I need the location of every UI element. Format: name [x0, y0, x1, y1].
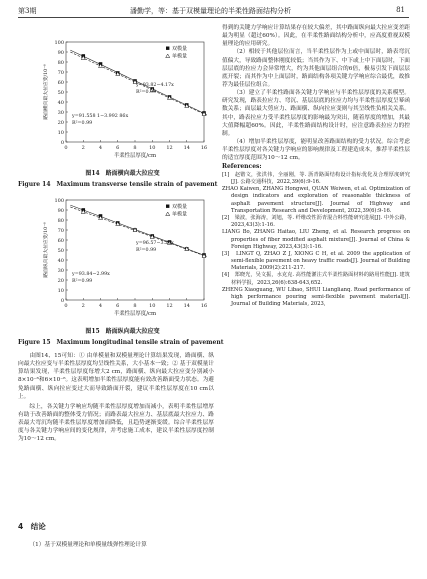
annotation-r2: R²=0.99 [136, 248, 157, 253]
x-tick-label: 0 [64, 303, 68, 309]
annotation-equation: y=91.558 1−3.992 86x [72, 114, 129, 119]
x-tick-label: 8 [133, 303, 137, 309]
y-tick-label: 90 [57, 49, 64, 56]
y-tick-label: 60 [57, 237, 64, 244]
section-heading-conclusion: 4 结论 [18, 522, 46, 531]
y-tick-label: 70 [57, 227, 64, 234]
annotation-equation: y=93.82−4.17x [136, 83, 174, 88]
reference-item: [4] 郑晓光，吴文振，水克克. 高性能灌注式半柔性路面材料的路用性能[J]. 建筑材料学报，2023,26(6):638-643,652. [222, 272, 410, 286]
y-tick-label: 50 [57, 247, 64, 254]
y-axis-label: 路面纵向最大拉应变/10⁻⁶ [44, 222, 49, 278]
x-tick-label: 12 [166, 145, 173, 151]
x-tick-label: 6 [116, 303, 120, 309]
x-tick-label: 2 [81, 303, 85, 309]
y-tick-label: 20 [57, 119, 64, 126]
y-tick-label: 20 [57, 277, 64, 284]
header-rule [18, 17, 409, 18]
x-tick-label: 4 [98, 303, 103, 309]
paragraph: （3）建立了半柔性路面各关键力学响应与半柔性层厚度的关系模型。研究发现，路表拉应力、弯沉、基层层底的拉应力均与半柔性层厚度呈幂函数关系；面层最大剪应力、路面横、纵向拉应变则与其呈线性负相关关系。其中，路表拉应力受半柔性层厚度的影响最为突出，随着厚度的增加，其最大值降幅超60%。因此，半柔性路面结构设计时，应注意路表拉应力的控制。 [222, 90, 410, 137]
figure-15-chart [40, 196, 210, 320]
left-body-text [18, 352, 214, 444]
paragraph: 由图14、15可知：① 由单模量和双模量理论计算结果发现，路面横、纵向最大拉应变与半柔性层厚度均呈线性关系，大小基本一致；② 基于双模量计算结果发现，半柔性层厚度每增大2 cm，路面横、纵向最大拉应变分别减小8×10⁻⁶和6×10⁻⁶。这表明增加半柔性层厚度能有效改善路面受力状态。为避免路面横、纵向拉应变过大而导致路面开裂，建议半柔性层厚度在10 cm以上。 [18, 353, 214, 400]
y-tick-label: 40 [57, 99, 64, 106]
x-tick-label: 10 [149, 145, 156, 151]
y-tick-label: 50 [57, 89, 64, 96]
annotation-equation: y=96.57−3.24x [136, 241, 174, 246]
x-tick-label: 14 [183, 145, 190, 151]
x-tick-label: 6 [116, 145, 120, 151]
legend-label: 单模量 [172, 53, 188, 60]
x-tick-label: 16 [200, 303, 208, 309]
figure-14-chart [40, 38, 210, 162]
y-tick-label: 10 [57, 287, 64, 294]
legend-label: 双模量 [172, 46, 188, 52]
header-title: 潘勤学，等：基于双模量理论的半柔性路面结构分析 [130, 7, 291, 15]
y-tick-label: 100 [54, 39, 64, 46]
y-tick-label: 10 [57, 129, 64, 136]
x-tick-label: 4 [98, 145, 103, 151]
header-page-number: 81 [396, 6, 405, 14]
y-tick-label: 80 [57, 217, 64, 224]
y-tick-label: 40 [57, 257, 64, 264]
reference-item: LIANG Bo, ZHANG Haitao, LIU Zheng, et al. Research progress on properties of fiber modified asphalt mixture[J]. Journal of China & Foreign Highway, 2023,43(3):1-16. [222, 229, 410, 250]
x-tick-label: 12 [166, 303, 173, 309]
legend-marker [166, 205, 169, 208]
annotation-r2: R²=0.99 [136, 90, 157, 95]
x-tick-label: 14 [183, 303, 190, 309]
y-tick-label: 30 [57, 267, 64, 274]
paragraph: （4）增加半柔性层厚度，能明显改善路面结构的受力状况。综合考虑半柔性层厚度对各关键力学响应的影响规律及工程建造成本，推荐半柔性层的适宜厚度范围为10～12 cm。 [222, 138, 410, 162]
figure-14-caption-zh: 图14 路面横向最大拉应变 [85, 170, 160, 177]
references-heading: References: [222, 163, 262, 171]
x-tick-label: 10 [149, 303, 156, 309]
header-issue: 第3期 [18, 7, 37, 15]
x-axis-label: 半柔性层厚度/cm [113, 311, 157, 317]
right-column [222, 24, 410, 308]
annotation-r2: R²=0.99 [72, 279, 93, 284]
x-tick-label: 0 [64, 145, 68, 151]
y-tick-label: 0 [60, 139, 64, 146]
y-tick-label: 80 [57, 59, 64, 66]
paragraph: 得到的关键力学响应计算结果存在较大偏差，其中路面纵向最大拉应变差距最为明显（超过60%）。因此，在半柔性路面结构分析中，应高度重视双模量理论的应用研究。 [222, 25, 410, 48]
legend-label: 双模量 [172, 204, 188, 210]
legend-label: 单模量 [172, 211, 188, 218]
legend-marker [166, 47, 169, 50]
x-tick-label: 2 [81, 145, 85, 151]
y-tick-label: 70 [57, 69, 64, 76]
y-tick-label: 100 [54, 197, 64, 204]
reference-item: [2] 梁波，张海涛，刘旭，等. 纤维改性沥青混合料性能研究进展[J]. 中外公路，2023,43(3):1-16. [222, 215, 410, 229]
y-axis-label: 路面横向最大拉应变/10⁻⁶ [44, 64, 49, 120]
reference-item: ZHAO Kaiwen, ZHANG Hongwei, QUAN Weiwen, et al. Optimization of design indicators and exploration of reasonable thickness of asphalt pavement structure[J]. Journal of Highway and Transportation Research and Development, 2022,39(6):9-16. [222, 186, 410, 214]
y-tick-label: 90 [57, 207, 64, 214]
paragraph: 综上，各关键力学响应均随半柔性层厚度增加而减小，表明半柔性层增厚有助于改善路面的整体受力情况；而路表最大拉应力、基层底最大拉应力、路表最大弯沉均随半柔性层厚度增加而降低，且趋势逐渐变缓。综合半柔性层厚度与各关键力学响应间的变化规律，并考虑施工成本，建议半柔性层厚度控制为10～12 cm。 [18, 403, 214, 443]
x-tick-label: 8 [133, 145, 137, 151]
left-bottom-text [18, 541, 214, 549]
reference-item: ZHENG Xiaoguang, WU Libao, SHUI Lianglianq. Road performance of high performance pouring semi-flexible pavement material[J]. Journal of Building Materials, 2023, [222, 286, 410, 308]
annotation-equation: y=93.84−2.99x [72, 272, 110, 277]
figure-14-caption-en: Figure 14 Maximum transverse tensile strain of pavement [18, 181, 218, 188]
x-tick-label: 16 [200, 145, 208, 151]
figure-15-caption-en: Figure 15 Maximum longitudinal tensile strain of pavement [18, 339, 224, 346]
paragraph: （2）相较于其他层位而言，当半柔性层作为上或中面层时，路表弯沉值偏大，导致路面整体刚度较低；当其作为下、中下或上中下面层时，下面层层底的拉应力会异常增大，约为其他面层组合的6倍，极易引发下面层层底开裂；而其作为中上面层时，路面结构各项关键力学响应综合最优，故推荐为最佳层位组合。 [222, 49, 410, 88]
paragraph: （1）基于双模量理论和单模量线弹性理论计算 [29, 542, 147, 548]
y-tick-label: 30 [57, 109, 64, 116]
figure-15-caption-zh: 图15 路面纵向最大拉应变 [85, 328, 160, 335]
y-tick-label: 0 [60, 297, 64, 304]
reference-item: [1] 赵锴文，张洪伟，全丽刚，等. 沥青路面结构设计指标优化及合理厚度研究[J]. 公路交通科技，2022,39(6):9-16. [222, 171, 410, 186]
x-axis-label: 半柔性层厚度/cm [113, 153, 157, 159]
reference-item: [3] LINGT Q, ZHAO Z J, XIONG C H, et al. 2009 the application of semi-flexible pavement on heavy traffic roads[J]. Journal of Building Materials, 2009(2):211-217. [222, 250, 410, 272]
y-tick-label: 60 [57, 79, 64, 86]
annotation-r2: R²=0.99 [72, 121, 93, 126]
legend-marker [166, 212, 170, 216]
legend-marker [166, 54, 170, 58]
